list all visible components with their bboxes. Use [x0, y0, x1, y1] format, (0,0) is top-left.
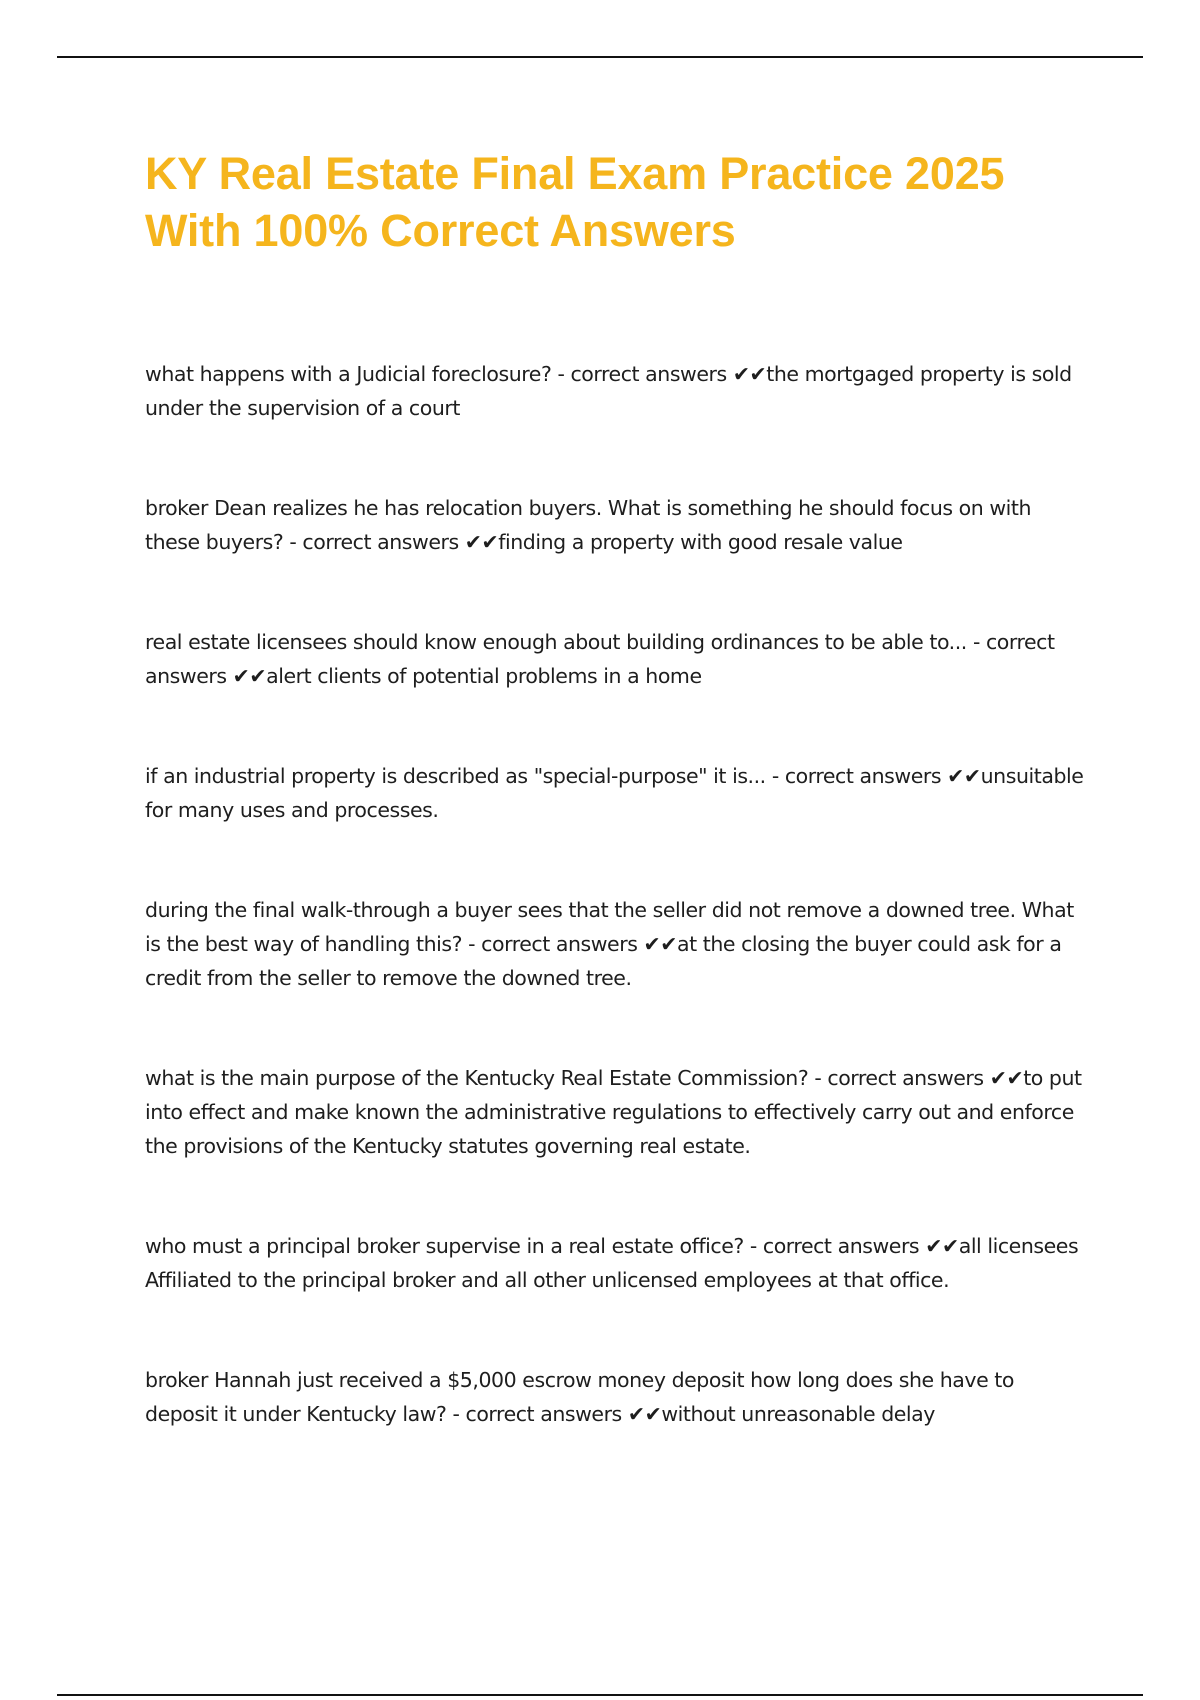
answer-separator: - correct answers: [808, 1066, 990, 1090]
answer-separator: - correct answers: [462, 932, 644, 956]
double-check-icon: ✔✔: [464, 530, 499, 554]
answer-separator: - correct answers: [145, 630, 1055, 688]
answer-separator: - correct answers: [743, 1234, 926, 1258]
question-item: [145, 1363, 1090, 1497]
question-text: broker Hannah just received a $5,000 escrow money deposit how long does she have to deposit it under Kentucky law?: [145, 1368, 1014, 1426]
question-text: who must a principal broker supervise in a real estate office?: [145, 1234, 744, 1258]
question-list: [145, 357, 1090, 1497]
question-item: [145, 1061, 1090, 1229]
answer-text: at the closing the buyer could ask for a credit from the seller to remove the downed tree.: [145, 932, 1062, 990]
question-text: real estate licensees should know enough about building ordinances to be able to...: [145, 630, 967, 654]
double-check-icon: ✔✔: [643, 932, 677, 956]
top-rule: [57, 56, 1143, 58]
double-check-icon: ✔✔: [989, 1066, 1024, 1090]
answer-text: without unreasonable delay: [661, 1402, 935, 1426]
answer-separator: - correct answers: [446, 1402, 628, 1426]
answer-text: the mortgaged property is sold under the supervision of a court: [145, 362, 1072, 420]
double-check-icon: ✔✔: [925, 1234, 959, 1258]
question-text: what happens with a Judicial foreclosure?: [145, 362, 552, 386]
bottom-rule: [57, 1694, 1143, 1696]
answer-separator: - correct answers: [765, 764, 948, 788]
question-item: [145, 491, 1090, 625]
question-item: [145, 893, 1090, 1061]
question-text: broker Dean realizes he has relocation buyers. What is something he should focus on with these buyers?: [145, 496, 1032, 554]
document-title: KY Real Estate Final Exam Practice 2025 With 100% Correct Answers: [145, 148, 1005, 256]
question-item: [145, 1229, 1090, 1363]
answer-separator: - correct answers: [551, 362, 733, 386]
document-body: [145, 145, 1090, 1497]
question-item: [145, 357, 1090, 491]
question-item: [145, 759, 1090, 893]
double-check-icon: ✔✔: [627, 1402, 662, 1426]
double-check-icon: ✔✔: [232, 664, 267, 688]
question-text: what is the main purpose of the Kentucky Real Estate Commission?: [145, 1066, 809, 1090]
question-text: if an industrial property is described as "special-purpose" it is...: [145, 764, 766, 788]
double-check-icon: ✔✔: [732, 362, 767, 386]
answer-text: to put into effect and make known the administrative regulations to effectively carry out and enforce the provisions of the Kentucky statutes governing real estate.: [145, 1066, 1082, 1158]
answer-text: finding a property with good resale value: [498, 530, 903, 554]
double-check-icon: ✔✔: [947, 764, 981, 788]
answer-text: all licensees Affiliated to the principal broker and all other unlicensed employees at that office.: [145, 1234, 1079, 1292]
question-item: [145, 625, 1090, 759]
question-text: during the final walk-through a buyer sees that the seller did not remove a downed tree. What is the best way of handling this?: [145, 898, 1074, 956]
answer-text: unsuitable for many uses and processes.: [145, 764, 1084, 822]
answer-separator: - correct answers: [283, 530, 465, 554]
answer-text: alert clients of potential problems in a home: [266, 664, 702, 688]
